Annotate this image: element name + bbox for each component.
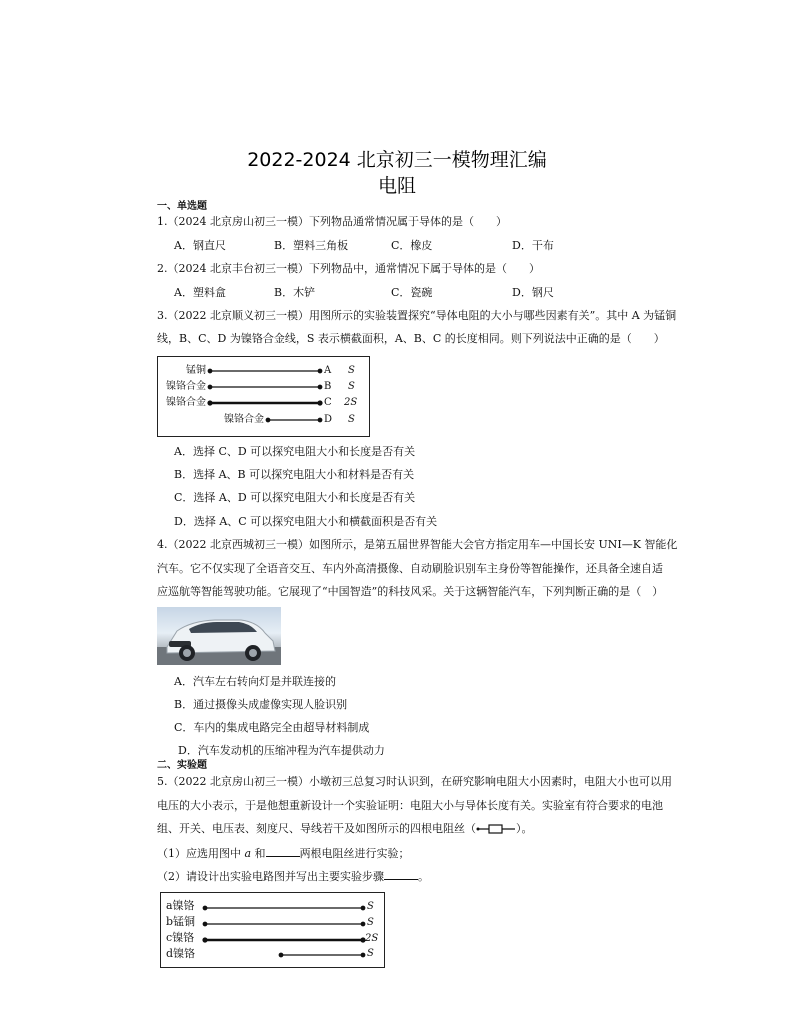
question-3-line-1: 3.（2022 北京顺义初三一模）用图所示的实验装置探究“导体电阻的大小与哪些因素有关”。其中 A 为锰铜 [157,309,677,322]
section-heading-single-choice: 一、单选题 [157,201,207,212]
question-1-option-b: B．塑料三角板 [274,239,349,252]
resistor-wire-icon [476,824,516,834]
subquestion-1-and: 和 [251,847,266,860]
question-3-option-c: C．选择 A、D 可以探究电阻大小和长度是否有关 [174,491,416,504]
q5-wire-b-label: b锰铜 [166,915,196,928]
question-5-subquestion-1 [157,846,715,861]
section-heading-experiment: 二、实验题 [157,760,207,771]
question-4-option-d: D．汽车发动机的压缩冲程为汽车提供动力 [178,744,385,757]
question-4-option-b: B．通过摄像头成虚像实现人脸识别 [174,698,348,711]
question-3-option-b: B．选择 A、B 可以探究电阻大小和材料是否有关 [174,468,415,481]
question-4-line-1: 4.（2022 北京西城初三一模）如图所示，是第五届世界智能大会官方指定用车—中国长安 UNI—K 智能化 [157,538,678,551]
question-2-text: 2.（2024 北京丰台初三一模）下列物品中，通常情况下属于导体的是（ ） [157,262,540,275]
q3-wire-a-end: A [324,365,332,376]
question-3-option-d: D．选择 A、C 可以探究电阻大小和横截面积是否有关 [174,515,438,528]
q3-wire-c-material: 镍铬合金 [166,397,206,408]
question-2-option-d: D．钢尺 [512,286,554,299]
q5-wire-a-label: a镍铬 [166,899,195,912]
q3-wire-d-area: S [348,414,355,425]
q3-wire-b-end: B [324,381,332,392]
subquestion-2-prefix: （2）请设计出实验电路图并写出主要实验步骤 [157,870,384,883]
question-4-line-3: 应巡航等智能驾驶功能。它展现了“中国智造”的科技风采。关于这辆智能汽车，下列判断正确的是（ ） [157,585,664,598]
subquestion-2-suffix: 。 [418,870,429,883]
q3-wire-b-material: 镍铬合金 [166,381,206,392]
q3-wire-c-area: 2S [344,397,358,408]
q5-wire-c-label: c镍铬 [166,931,195,944]
subquestion-1-variable: a [244,847,252,860]
q3-wire-d-end: D [324,414,333,425]
q3-wire-d-material: 镍铬合金 [224,414,264,425]
question-1-text: 1.（2024 北京房山初三一模）下列物品通常情况属于导体的是（ ） [157,215,507,228]
q3-wire-c-end: C [324,397,332,408]
subquestion-1-suffix: 两根电阻丝进行实验； [299,847,410,860]
question-5-subquestion-2 [157,869,715,884]
question-1-option-d: D．干布 [512,239,554,252]
document-title: 2022-2024 北京初三一模物理汇编 [247,149,547,171]
question-5-line-1: 5.（2022 北京房山初三一模）小墩初三总复习时认识到，在研究影响电阻大小因素时，电阻大小也可以用 [157,775,672,788]
answer-blank-1[interactable] [266,846,300,857]
car-illustration [157,607,281,665]
q3-wire-b-area: S [348,381,355,392]
car-photo [157,607,281,665]
q5-wire-d-area: S [367,948,374,959]
question-1-option-c: C．橡皮 [391,239,433,252]
q3-wire-a-material: 锰铜 [186,365,206,376]
question-3-figure [157,356,370,437]
question-1-option-a: A．钢直尺 [174,239,226,252]
question-2-option-c: C．瓷碗 [391,286,433,299]
q3-wire-a-area: S [348,365,355,376]
question-2-option-a: A．塑料盒 [174,286,226,299]
question-5-line-3-text: 组、开关、电压表、刻度尺、导线若干及如图所示的四根电阻丝（ [157,822,476,835]
q5-wire-a-area: S [367,901,374,912]
question-4-line-2: 汽车。它不仅实现了全语音交互、车内外高清摄像、自动刷脸识别车主身份等智能操作，还具备全速自适 [157,562,663,575]
question-2-option-b: B．木铲 [274,286,316,299]
q5-wire-d-label: d镍铬 [166,947,196,960]
question-3-option-a: A．选择 C、D 可以探究电阻大小和长度是否有关 [174,445,416,458]
question-5-line-3 [157,822,715,836]
question-5-line-3-end: ）。 [516,822,533,835]
question-4-option-a: A．汽车左右转向灯是并联连接的 [174,675,336,688]
question-4-option-c: C．车内的集成电路完全由超导材料制成 [174,721,370,734]
question-5-figure [160,892,385,968]
q5-wire-c-area: 2S [365,933,379,944]
q5-wire-b-area: S [367,917,374,928]
document-subtitle: 电阻 [377,175,416,197]
question-5-line-2: 电压的大小表示，于是他想重新设计一个实验证明：电阻大小与导体长度有关。实验室有符合要求的电池 [157,799,663,812]
answer-blank-2[interactable] [384,869,418,880]
question-3-line-2: 线，B、C、D 为镍铬合金线，S 表示横截面积，A、B、C 的长度相同。则下列说法中正确的是（ ） [157,332,665,345]
subquestion-1-prefix: （1）应选用图中 [157,847,245,860]
